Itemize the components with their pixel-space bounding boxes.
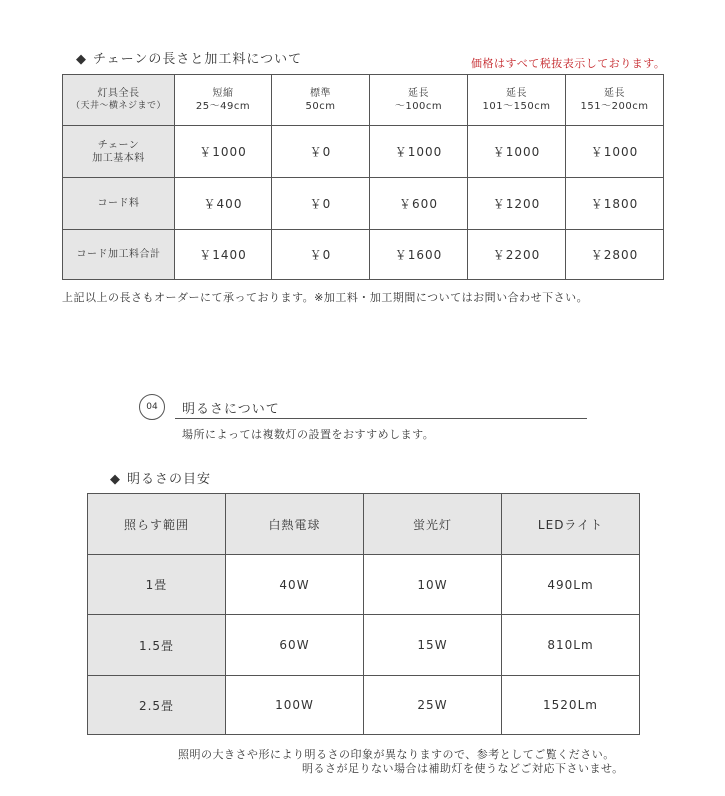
chain-section-heading — [76, 48, 302, 67]
table-header-row — [88, 494, 640, 555]
price-cell: ￥1400 — [175, 230, 272, 280]
table-row — [63, 126, 664, 178]
price-cell: ￥600 — [370, 178, 468, 230]
value-cell: 490Lm — [502, 555, 640, 615]
table-row — [63, 178, 664, 230]
header-label: 延長 — [506, 88, 527, 99]
value-cell: 60W — [226, 615, 364, 676]
row-label-line: コード料 — [97, 198, 140, 209]
price-cell: ￥0 — [272, 230, 370, 280]
header-cell-fluorescent: 蛍光灯 — [364, 494, 502, 555]
header-range: 151～200cm — [580, 101, 649, 112]
header-cell-incandescent: 白熱電球 — [226, 494, 364, 555]
row-label-chain-base-fee — [63, 126, 175, 178]
row-label-line: チェーン — [97, 139, 140, 151]
table-row — [88, 676, 640, 735]
price-cell: ￥400 — [175, 178, 272, 230]
row-label-cord-fee — [63, 178, 175, 230]
brightness-guide-title: 明るさの目安 — [127, 472, 212, 487]
row-label-area: 1畳 — [88, 555, 226, 615]
price-cell: ￥1600 — [370, 230, 468, 280]
row-label-area: 2.5畳 — [88, 676, 226, 735]
chain-section-title: チェーンの長さと加工料について — [93, 52, 303, 67]
value-cell: 810Lm — [502, 615, 640, 676]
price-cell: ￥1000 — [175, 126, 272, 178]
brightness-section-title: 明るさについて — [182, 402, 280, 417]
header-label: 短縮 — [212, 88, 234, 99]
header-label: 標準 — [310, 88, 331, 99]
header-cell-fixture-length — [63, 75, 175, 126]
row-label-line: 加工基本料 — [92, 152, 145, 164]
header-cell-extend-150 — [468, 75, 566, 126]
table-row — [88, 555, 640, 615]
diamond-bullet-icon: ◆ — [110, 472, 121, 487]
table-header-row — [63, 75, 664, 126]
price-cell: ￥1000 — [566, 126, 664, 178]
header-sublabel: （天井～横ネジまで） — [70, 101, 166, 111]
header-range: 25～49cm — [195, 101, 251, 112]
header-cell-range: 照らす範囲 — [88, 494, 226, 555]
header-cell-led: LEDライト — [502, 494, 640, 555]
price-cell: ￥0 — [272, 126, 370, 178]
section-number-badge: 04 — [139, 394, 165, 420]
brightness-guide-table — [87, 493, 640, 735]
header-cell-standard — [272, 75, 370, 126]
brightness-guide-heading — [110, 468, 211, 487]
header-cell-extend-200 — [566, 75, 664, 126]
header-label: 灯具全長 — [97, 88, 140, 99]
value-cell: 10W — [364, 555, 502, 615]
brightness-subtitle: 場所によっては複数灯の設置をおすすめします。 — [182, 428, 435, 441]
header-label: 延長 — [604, 88, 625, 99]
row-label-line: コード加工料合計 — [76, 249, 161, 260]
price-cell: ￥1000 — [468, 126, 566, 178]
price-cell: ￥2800 — [566, 230, 664, 280]
price-cell: ￥1000 — [370, 126, 468, 178]
value-cell: 15W — [364, 615, 502, 676]
value-cell: 40W — [226, 555, 364, 615]
price-cell: ￥2200 — [468, 230, 566, 280]
brightness-note-1: 照明の大きさや形により明るさの印象が異なりますので、参考としてご覧ください。 — [178, 748, 615, 761]
table-row — [88, 615, 640, 676]
price-cell: ￥0 — [272, 178, 370, 230]
value-cell: 25W — [364, 676, 502, 735]
header-range: 101～150cm — [482, 101, 551, 112]
tax-note: 価格はすべて税抜表示しております。 — [471, 57, 666, 70]
value-cell: 1520Lm — [502, 676, 640, 735]
header-cell-extend-100 — [370, 75, 468, 126]
row-label-area: 1.5畳 — [88, 615, 226, 676]
brightness-note-2: 明るさが足りない場合は補助灯を使うなどご対応下さいませ。 — [302, 762, 624, 775]
value-cell: 100W — [226, 676, 364, 735]
price-cell: ￥1200 — [468, 178, 566, 230]
price-cell: ￥1800 — [566, 178, 664, 230]
header-range: ～100cm — [394, 101, 443, 112]
chain-pricing-table — [62, 74, 664, 280]
chain-footnote: 上記以上の長さもオーダーにて承っております。※加工料・加工期間についてはお問い合わせ下さい。 — [62, 291, 589, 304]
table-row — [63, 230, 664, 280]
header-range: 50cm — [305, 101, 336, 112]
header-cell-short — [175, 75, 272, 126]
row-label-cord-total — [63, 230, 175, 280]
section-divider — [175, 418, 587, 419]
diamond-bullet-icon: ◆ — [76, 52, 87, 67]
header-label: 延長 — [408, 88, 429, 99]
